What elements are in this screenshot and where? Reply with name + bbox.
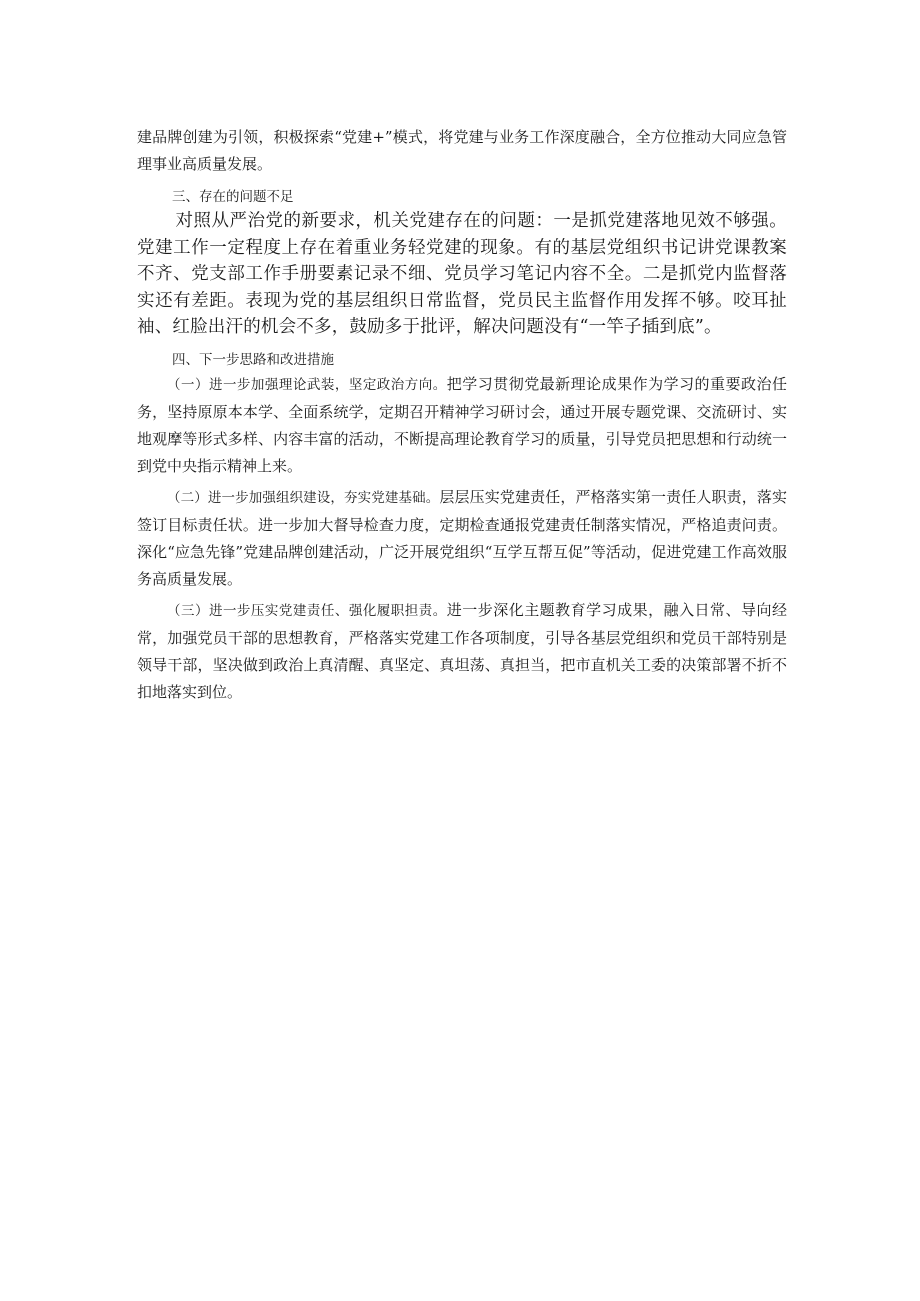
measure-item-2 — [137, 484, 787, 593]
measure-item-3-body: 进一步深化主题教育学习成果，融入日常、导向经常，加强党员干部的思想教育，严格落实党建工作各项制度，引导各基层党组织和党员干部特别是领导干部，坚决做到政治上真清醒、真坚定、真坦荡、真担当，把市直机关工委的决策部署不折不扣地落实到位。 — [137, 600, 787, 701]
measure-item-2-lead: （二）进一步加强组织建设，夯实党建基础。 — [167, 489, 440, 506]
measure-item-3 — [137, 597, 787, 706]
paragraph-problems: 对照从严治党的新要求，机关党建存在的问题：一是抓党建落地见效不够强。党建工作一定程度上存在着重业务轻党建的现象。有的基层党组织书记讲党课教案不齐、党支部工作手册要素记录不细、党员学习笔记内容不全。二是抓党内监督落实还有差距。表现为党的基层组织日常监督，党员民主监督作用发挥不够。咬耳扯袖、红脸出汗的机会不多，鼓励多于批评，解决问题没有“一竿子插到底”。 — [137, 211, 787, 337]
document-body — [137, 124, 787, 706]
measure-item-3-lead: （三）进一步压实党建责任、强化履职担责。 — [167, 602, 447, 619]
measure-item-2-body: 层层压实党建责任，严格落实第一责任人职责，落实签订目标责任状。进一步加大督导检查力度，定期检查通报党建责任制落实情况，严格追责问责。深化“应急先锋”党建品牌创建活动，广泛开展党组织“互学互帮互促”等活动，促进党建工作高效服务高质量发展。 — [137, 487, 787, 588]
section-heading-next-steps: 四、下一步思路和改进措施 — [172, 351, 334, 368]
paragraph-continuation: 建品牌创建为引领，积极探索“党建+”模式，将党建与业务工作深度融合，全方位推动大同应急管理事业高质量发展。 — [137, 128, 787, 173]
measure-item-1-lead: （一）进一步加强理论武装，坚定政治方向。 — [167, 376, 447, 393]
measure-item-1-body: 把学习贯彻党最新理论成果作为学习的重要政治任务，坚持原原本本学、全面系统学，定期召开精神学习研讨会，通过开展专题党课、交流研讨、实地观摩等形式多样、内容丰富的活动，不断提高理论教育学习的质量，引导党员把思想和行动统一到党中央指示精神上来。 — [137, 374, 787, 475]
measure-item-1 — [137, 371, 787, 480]
section-heading-problems: 三、存在的问题不足 — [172, 189, 294, 205]
